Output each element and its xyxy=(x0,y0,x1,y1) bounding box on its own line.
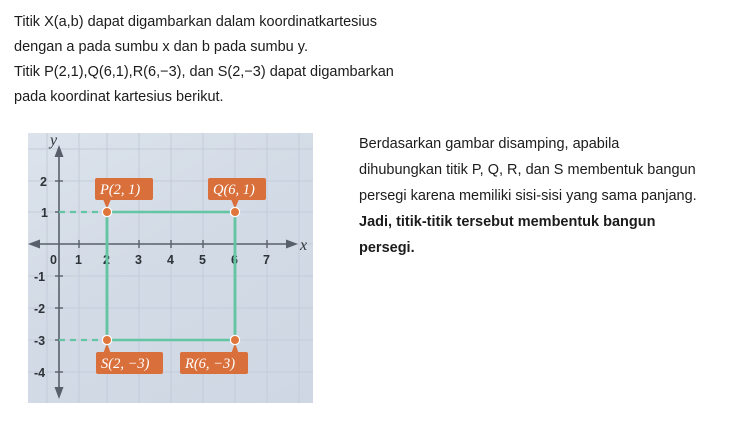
vertex-point-p xyxy=(102,207,111,216)
ytick-neg4: -4 xyxy=(34,366,46,380)
xtick-3: 3 xyxy=(135,253,142,267)
ytick-neg2: -2 xyxy=(34,302,46,316)
explanation-line-1: Berdasarkan gambar disamping, apabila xyxy=(359,136,620,152)
ytick-2: 2 xyxy=(40,175,47,189)
y-axis-label: y xyxy=(50,133,58,149)
explanation-conclusion-line-1: Jadi, titik-titik tersebut membentuk bangun xyxy=(359,214,656,230)
ytick-1: 1 xyxy=(41,206,48,220)
explanation-line-3: persegi karena memiliki sisi-sisi yang sama panjang. xyxy=(359,188,697,204)
intro-line-3: Titik P(2,1),Q(6,1),R(6,−3), dan S(2,−3) dapat digambarkan xyxy=(14,64,394,80)
intro-line-4: pada koordinat kartesius berikut. xyxy=(14,89,224,105)
callout-q-label: Q(6, 1) xyxy=(213,182,255,198)
xtick-2: 2 xyxy=(103,253,110,267)
vertex-point-s xyxy=(102,335,111,344)
intro-line-1: Titik X(a,b) dapat digambarkan dalam koordinatkartesius xyxy=(14,14,377,30)
cartesian-coordinate-figure xyxy=(28,133,313,403)
callout-p-label: P(2, 1) xyxy=(100,182,141,198)
callout-r-label: R(6, −3) xyxy=(185,356,236,372)
ytick-neg1: -1 xyxy=(34,270,46,284)
vertex-point-r xyxy=(230,335,239,344)
callout-p xyxy=(95,178,153,209)
y-axis-tick-labels xyxy=(34,175,48,380)
vertex-point-q xyxy=(230,207,239,216)
x-axis xyxy=(28,240,298,249)
intro-line-2: dengan a pada sumbu x dan b pada sumbu y. xyxy=(14,39,308,55)
xtick-0: 0 xyxy=(50,253,57,267)
callout-q xyxy=(208,178,266,209)
xtick-6: 6 xyxy=(231,253,238,267)
callout-s xyxy=(96,343,163,374)
y-axis xyxy=(55,145,64,399)
explanation-line-2: dihubungkan titik P, Q, R, dan S membentuk bangun xyxy=(359,162,696,178)
callout-r xyxy=(180,343,248,374)
xtick-1: 1 xyxy=(75,253,82,267)
x-axis-label: x xyxy=(300,237,308,254)
xtick-5: 5 xyxy=(199,253,206,267)
intro-paragraph xyxy=(14,10,494,110)
ytick-neg3: -3 xyxy=(34,334,46,348)
grid-vertical xyxy=(47,133,299,403)
explanation-paragraph xyxy=(359,131,731,261)
xtick-7: 7 xyxy=(263,253,270,267)
x-axis-tick-labels xyxy=(50,253,270,267)
callout-s-label: S(2, −3) xyxy=(101,356,150,372)
xtick-4: 4 xyxy=(167,253,174,267)
explanation-conclusion-line-2: persegi. xyxy=(359,240,415,256)
